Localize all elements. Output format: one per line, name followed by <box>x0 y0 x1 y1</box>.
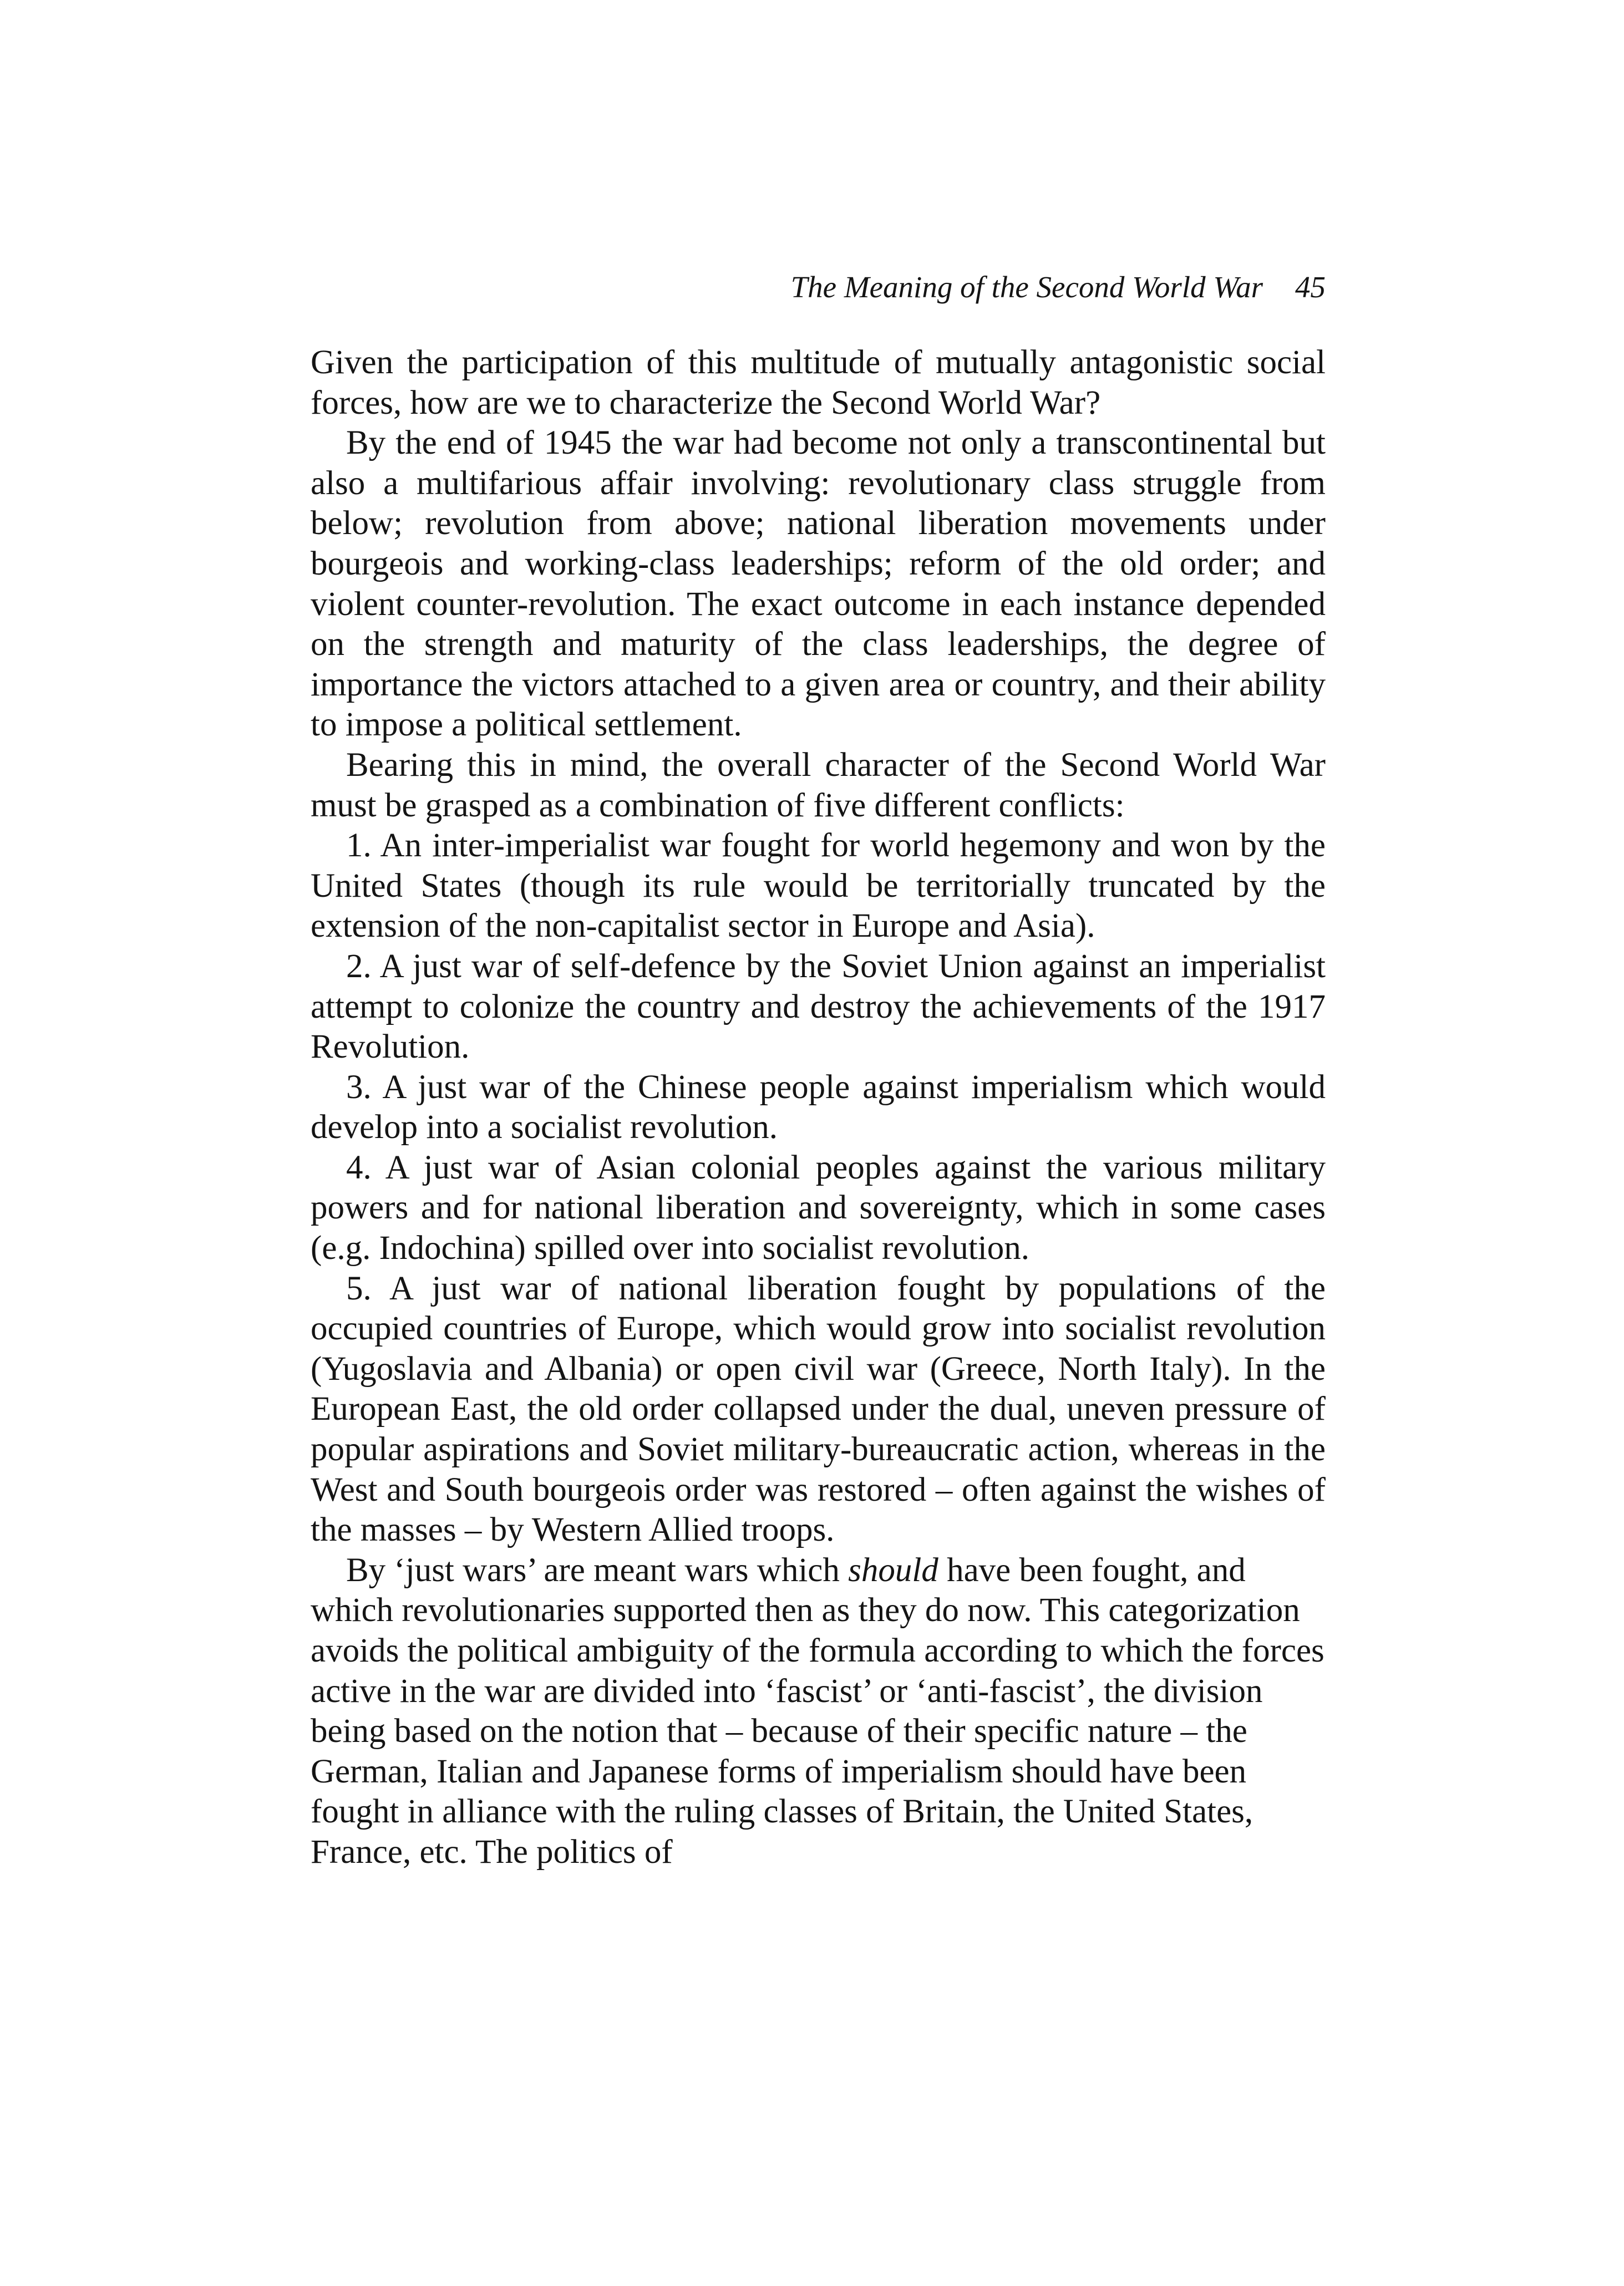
paragraph-just-wars <box>311 1551 1326 1873</box>
paragraph-intro: Given the participation of this multitude of mutually antagonistic social forces, how are we to characterize the Second World War? <box>311 344 1326 421</box>
paragraph-five-conflicts: Bearing this in mind, the overall character of the Second World War must be grasped as a combination of five different conflicts: <box>311 746 1326 824</box>
list-item-inter-imperialist-war: 1. An inter-imperialist war fought for world hegemony and won by the United States (though its rule would be territorially truncated by the extension of the non-capitalist sector in Europe and Asia). <box>311 827 1326 945</box>
list-item-asian-colonial-war: 4. A just war of Asian colonial peoples against the various military powers and for national liberation and sovereignty, which in some cases (e.g. Indochina) spilled over into socialist revolution. <box>311 1149 1326 1267</box>
just-wars-text-start: By ‘just wars’ are meant wars which <box>346 1551 849 1589</box>
running-header <box>311 265 1326 309</box>
emphasis-should: should <box>848 1551 938 1589</box>
list-item-chinese-war: 3. A just war of the Chinese people against imperialism which would develop into a socialist revolution. <box>311 1068 1326 1146</box>
body-text <box>311 343 1326 1873</box>
list-item-soviet-self-defence: 2. A just war of self-defence by the Soviet Union against an imperialist attempt to colonize the country and destroy the achievements of the 1917 Revolution. <box>311 947 1326 1066</box>
running-title: The Meaning of the Second World War <box>790 270 1263 304</box>
page-number: 45 <box>1295 270 1326 304</box>
list-item-european-liberation: 5. A just war of national liberation fought by populations of the occupied countries of Europe, which would grow into socialist revolution (Yugoslavia and Albania) or open civil war (Greece, North Italy). In the European East, the old order collapsed under the dual, uneven pressure of popular aspirations and Soviet military-bureaucratic action, whereas in the West and South bourgeois order was restored – often against the wishes of the masses – by Western Allied troops. <box>311 1269 1326 1549</box>
just-wars-text-end: have been fought, and which revolutionaries supported then as they do now. This categorization avoids the political ambiguity of the formula according to which the forces active in the war are divided into ‘fascist’ or ‘anti-fascist’, the division being based on the notion that – because of their specific nature – the German, Italian and Japanese forms of imperialism should have been fought in alliance with the ruling classes of Britain, the United States, France, etc. The politics of <box>311 1551 1324 1871</box>
paragraph-multifarious-affair: By the end of 1945 the war had become not only a transcontinental but also a multifarious affair involving: revolutionary class struggle from below; revolution from above; national liberation movements under bourgeois and working-class leaderships; reform of the old order; and violent counter-revolution. The exact outcome in each instance depended on the strength and maturity of the class leaderships, the degree of importance the victors attached to a given area or country, and their ability to impose a political settlement. <box>311 424 1326 744</box>
